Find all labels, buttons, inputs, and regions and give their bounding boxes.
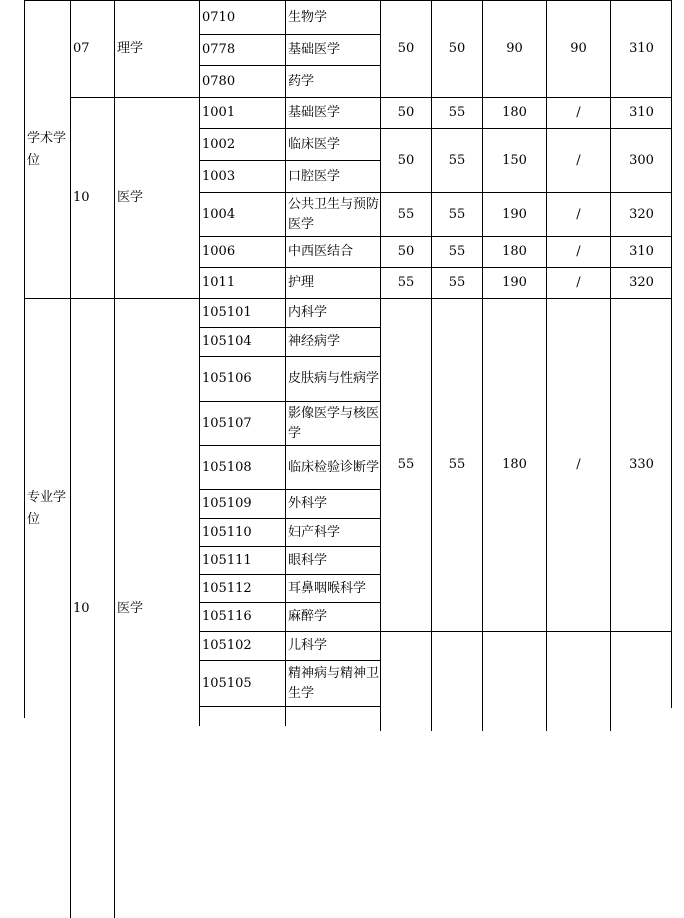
score-politics: 50 (380, 97, 431, 128)
degree-type-professional: 专业学位 (24, 298, 70, 718)
subject-name: 口腔医学 (285, 160, 380, 192)
table-border-right (671, 0, 672, 708)
score-politics: 50 (380, 236, 431, 267)
subject-code: 0778 (199, 34, 285, 65)
score-total: 320 (610, 192, 672, 236)
subject-code: 105104 (199, 327, 285, 356)
score-english: 50 (431, 0, 482, 97)
score-total (610, 631, 672, 731)
score-english: 55 (431, 298, 482, 631)
score-politics: 50 (380, 128, 431, 192)
subject-name: 护理 (285, 267, 380, 298)
subject-name: 基础医学 (285, 34, 380, 65)
score-subject2: / (546, 236, 610, 267)
score-politics: 50 (380, 0, 431, 97)
score-english: 55 (431, 236, 482, 267)
subject-name: 眼科学 (285, 546, 380, 574)
subject-name: 中西医结合 (285, 236, 380, 267)
subject-name: 临床检验诊断学 (285, 445, 380, 489)
subject-code: 1011 (199, 267, 285, 298)
score-subject1: 190 (482, 192, 546, 236)
subject-name: 麻醉学 (285, 602, 380, 631)
subject-code: 1006 (199, 236, 285, 267)
score-total: 310 (610, 0, 672, 97)
score-english: 55 (431, 192, 482, 236)
subject-code: 105105 (199, 660, 285, 706)
subject-code: 105102 (199, 631, 285, 660)
subject-code: 105111 (199, 546, 285, 574)
score-subject1: 180 (482, 298, 546, 631)
score-english (431, 631, 482, 731)
subject-name: 影像医学与核医学 (285, 401, 380, 445)
score-subject1: 180 (482, 236, 546, 267)
subject-name: 精神病与精神卫生学 (285, 660, 380, 706)
subject-code: 0780 (199, 65, 285, 97)
subject-name: 外科学 (285, 489, 380, 518)
subject-name: 基础医学 (285, 97, 380, 128)
score-subject2: / (546, 97, 610, 128)
subject-name: 神经病学 (285, 327, 380, 356)
score-subject1: 90 (482, 0, 546, 97)
subject-code: 1001 (199, 97, 285, 128)
subject-name: 公共卫生与预防医学 (285, 192, 380, 236)
score-total: 300 (610, 128, 672, 192)
score-subject2: / (546, 192, 610, 236)
score-total: 310 (610, 236, 672, 267)
score-english: 55 (431, 267, 482, 298)
score-subject1 (482, 631, 546, 731)
score-total: 320 (610, 267, 672, 298)
subject-code: 105112 (199, 574, 285, 602)
subject-code: 105106 (199, 356, 285, 401)
score-subject1: 180 (482, 97, 546, 128)
subject-name: 临床医学 (285, 128, 380, 160)
score-politics (380, 631, 431, 731)
score-total: 330 (610, 298, 672, 631)
subject-code: 105110 (199, 518, 285, 546)
category-name: 理学 (114, 0, 199, 97)
score-subject2: / (546, 267, 610, 298)
category-code: 10 (70, 97, 114, 298)
subject-code: 0710 (199, 0, 285, 34)
score-politics: 55 (380, 298, 431, 631)
score-subject2: / (546, 298, 610, 631)
subject-code: 105116 (199, 602, 285, 631)
degree-type-academic: 学术学位 (24, 0, 70, 298)
subject-code: 105109 (199, 489, 285, 518)
score-total: 310 (610, 97, 672, 128)
subject-code: 105107 (199, 401, 285, 445)
score-politics: 55 (380, 267, 431, 298)
subject-code (199, 706, 285, 726)
score-english: 55 (431, 128, 482, 192)
score-english: 55 (431, 97, 482, 128)
subject-name: 皮肤病与性病学 (285, 356, 380, 401)
subject-name: 内科学 (285, 298, 380, 327)
subject-name: 妇产科学 (285, 518, 380, 546)
score-politics: 55 (380, 192, 431, 236)
subject-name: 耳鼻咽喉科学 (285, 574, 380, 602)
subject-code: 1002 (199, 128, 285, 160)
subject-name: 儿科学 (285, 631, 380, 660)
category-name: 医学 (114, 97, 199, 298)
category-code: 10 (70, 298, 114, 918)
score-subject1: 190 (482, 267, 546, 298)
category-name: 医学 (114, 298, 199, 918)
score-subject2 (546, 631, 610, 731)
score-subject2: 90 (546, 0, 610, 97)
subject-name: 生物学 (285, 0, 380, 34)
subject-name: 药学 (285, 65, 380, 97)
category-code: 07 (70, 0, 114, 97)
subject-code: 105101 (199, 298, 285, 327)
subject-name (285, 706, 380, 726)
subject-code: 105108 (199, 445, 285, 489)
subject-code: 1004 (199, 192, 285, 236)
score-subject1: 150 (482, 128, 546, 192)
subject-code: 1003 (199, 160, 285, 192)
score-subject2: / (546, 128, 610, 192)
